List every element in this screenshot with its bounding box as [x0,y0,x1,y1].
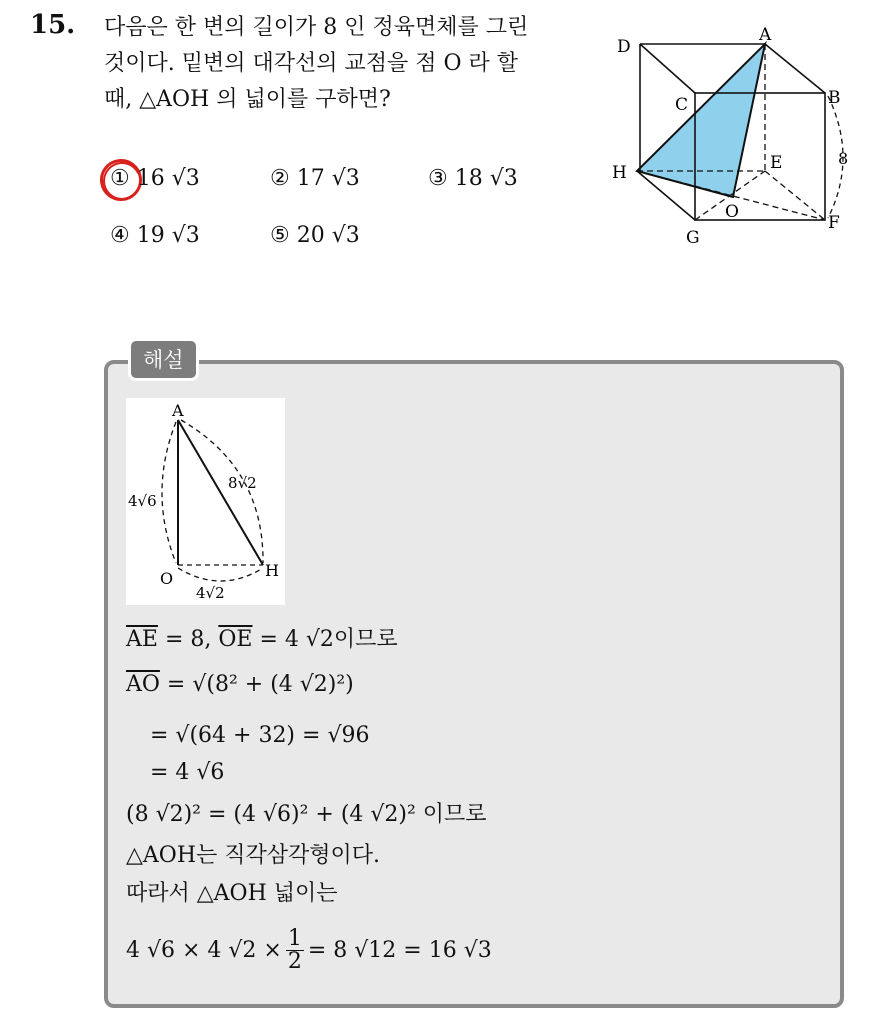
tri-label-o: O [160,569,174,588]
tri-side-ao: 4√6 [128,492,157,510]
choice-value: 19 √3 [136,223,200,248]
label-f: F [828,213,840,233]
label-b: B [828,88,841,108]
step-text: 이므로 [333,627,398,652]
solution-tag: 해설 [128,338,199,381]
triangle-figure [126,398,285,605]
choice-marker: ④ [110,223,130,248]
choice-value: 17 √3 [296,166,360,191]
solution-step-6: △AOH는 직각삼각형이다. [126,843,381,868]
solution-step-2 [126,672,354,697]
segment-ao: $\overline{AO}$ [126,672,160,697]
label-c: C [675,95,689,115]
choice-value: 18 √3 [454,166,518,191]
stem-line: 다음은 한 변의 길이가 8 인 정육면체를 그린 [104,15,529,40]
fraction-one-half [286,928,304,973]
question-number: 15. [30,10,76,40]
solution-step-7: 따라서 △AOH 넓이는 [126,881,338,906]
solution-step-1 [126,622,398,653]
label-a: A [759,25,772,45]
choice-3[interactable] [428,166,518,191]
choice-2[interactable] [270,166,360,191]
choice-value: 20 √3 [296,223,360,248]
triangle-aoh-fill [637,44,765,197]
stem-line: 때, △AOH 의 넓이를 구하면? [104,87,391,112]
tri-label-h: H [265,561,279,580]
choice-marker: ③ [428,166,448,191]
label-g: G [686,228,700,248]
choice-marker: ① [110,166,130,191]
tri-side-ah: 8√2 [228,474,257,492]
choice-marker: ② [270,166,290,191]
choice-1[interactable] [110,166,200,191]
solution-step-4: = 4 √6 [150,760,225,785]
choice-marker: ⑤ [270,223,290,248]
choice-5[interactable] [270,223,360,248]
fraction-denominator: 2 [287,949,302,974]
segment-ae: $\overline{AE}$ [126,627,158,652]
stem-line: 것이다. 밑변의 대각선의 교점을 점 O 라 할 [104,51,519,76]
step-text: 4 √6 × 4 √2 × [126,938,282,963]
edge-length-label: 8 [838,149,849,168]
segment-oe: $\overline{OE}$ [218,627,253,652]
fraction-numerator: 1 [287,926,302,951]
label-e: E [770,153,783,173]
label-o: O [725,202,739,222]
choice-4[interactable] [110,223,200,248]
step-text: = 4 √2 [252,627,334,652]
solution-step-5: (8 √2)² = (4 √6)² + (4 √2)² 이므로 [126,802,487,827]
solution-step-3: = √(64 + 32) = √96 [150,723,370,748]
cube-figure [600,20,860,250]
label-d: D [617,37,631,57]
solution-step-8 [126,928,492,973]
tri-label-a: A [172,401,184,420]
question-stem [104,10,594,118]
step-text: = 8 √12 = 16 √3 [307,938,492,963]
label-h: H [612,163,627,183]
step-text: = √(8² + (4 √2)²) [159,672,354,697]
tri-side-oh: 4√2 [196,584,225,602]
choice-value: 16 √3 [136,166,200,191]
step-text: = 8, [157,627,219,652]
